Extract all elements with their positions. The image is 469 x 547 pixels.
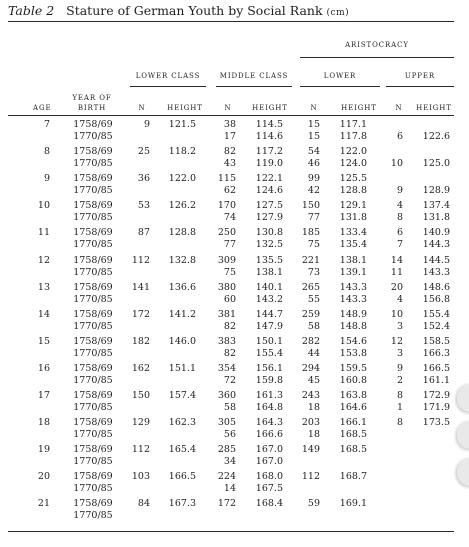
mc-h-cell: 161.3 xyxy=(255,390,283,401)
year-of-birth-cell: 1758/69 xyxy=(73,309,113,320)
mc-n-cell: 72 xyxy=(223,375,236,386)
top-rule xyxy=(8,21,454,22)
la-n-cell: 77 xyxy=(307,212,320,223)
age-cell: 12 xyxy=(37,255,50,266)
ua-n-cell: 1 xyxy=(396,402,403,413)
la-h-cell: 143.3 xyxy=(339,294,367,305)
ua-n-cell: 6 xyxy=(396,131,403,142)
ua-h-cell: 173.5 xyxy=(422,417,450,428)
mc-h-cell: 166.6 xyxy=(255,429,283,440)
mc-h-cell: 167.5 xyxy=(255,483,283,494)
la-h-cell: 139.1 xyxy=(339,267,367,278)
la-h-cell: 168.5 xyxy=(339,444,367,455)
age-cell: 13 xyxy=(37,282,50,293)
mc-h-cell: 135.5 xyxy=(255,255,283,266)
age-cell: 19 xyxy=(37,444,50,455)
ua-n-cell: 9 xyxy=(396,363,403,374)
lc-h-cell: 165.4 xyxy=(168,444,196,455)
lc-h-cell: 167.3 xyxy=(168,498,196,509)
mc-h-cell: 168.0 xyxy=(255,471,283,482)
la-h-cell: 166.1 xyxy=(339,417,367,428)
lc-h-cell: 122.0 xyxy=(168,173,196,184)
lc-n-cell: 25 xyxy=(137,146,150,157)
lc-n-cell: 84 xyxy=(137,498,150,509)
lc-h-cell: 141.2 xyxy=(168,309,196,320)
aristocracy-rule xyxy=(300,57,454,58)
lc-h-cell: 146.0 xyxy=(168,336,196,347)
mc-h-cell: 164.3 xyxy=(255,417,283,428)
la-h-cell: 133.4 xyxy=(339,227,367,238)
ua-n-cell: 14 xyxy=(390,255,403,266)
ua-n-header: N xyxy=(395,104,403,112)
la-n-cell: 112 xyxy=(301,471,320,482)
mc-h-cell: 167.0 xyxy=(255,444,283,455)
lc-n-cell: 112 xyxy=(131,444,150,455)
lower-class-rule xyxy=(130,86,206,87)
year-of-birth-cell: 1758/69 xyxy=(73,255,113,266)
year-of-birth-cell: 1770/85 xyxy=(73,321,113,332)
year-of-birth-cell: 1758/69 xyxy=(73,146,113,157)
la-n-cell: 185 xyxy=(301,227,320,238)
year-of-birth-cell: 1758/69 xyxy=(73,227,113,238)
lc-h-cell: 118.2 xyxy=(168,146,196,157)
table-caption xyxy=(8,3,349,18)
mc-height-header: HEIGHT xyxy=(252,104,288,112)
age-cell: 16 xyxy=(37,363,50,374)
la-n-cell: 149 xyxy=(301,444,320,455)
la-h-cell: 148.8 xyxy=(339,321,367,332)
mc-h-cell: 114.6 xyxy=(255,131,283,142)
la-n-cell: 282 xyxy=(301,336,320,347)
ua-h-cell: 122.6 xyxy=(422,131,450,142)
la-n-cell: 58 xyxy=(307,321,320,332)
la-h-cell: 164.6 xyxy=(339,402,367,413)
la-n-cell: 203 xyxy=(301,417,320,428)
ua-n-cell: 9 xyxy=(396,185,403,196)
mc-h-cell: 138.1 xyxy=(255,267,283,278)
mc-h-cell: 147.9 xyxy=(255,321,283,332)
lc-h-cell: 121.5 xyxy=(168,119,196,130)
la-h-cell: 160.8 xyxy=(339,375,367,386)
year-of-birth-cell: 1770/85 xyxy=(73,375,113,386)
ua-n-cell: 6 xyxy=(396,227,403,238)
year-of-birth-cell: 1770/85 xyxy=(73,212,113,223)
ua-h-cell: 158.5 xyxy=(422,336,450,347)
middle-class-header: MIDDLE CLASS xyxy=(219,72,289,80)
ua-h-cell: 131.8 xyxy=(422,212,450,223)
mc-n-cell: 383 xyxy=(217,336,236,347)
ua-h-cell: 161.1 xyxy=(422,375,450,386)
lc-n-cell: 129 xyxy=(131,417,150,428)
lc-n-cell: 36 xyxy=(137,173,150,184)
lc-n-cell: 9 xyxy=(143,119,150,130)
mc-h-cell: 159.8 xyxy=(255,375,283,386)
ua-n-cell: 8 xyxy=(396,212,403,223)
ua-h-cell: 143.3 xyxy=(422,267,450,278)
la-n-header: N xyxy=(310,104,318,112)
ua-h-cell: 171.9 xyxy=(422,402,450,413)
age-header: AGE xyxy=(33,104,52,112)
age-cell: 10 xyxy=(37,200,50,211)
year-of-birth-cell: 1770/85 xyxy=(73,456,113,467)
mc-n-cell: 381 xyxy=(217,309,236,320)
ua-n-cell: 4 xyxy=(396,200,403,211)
ua-h-cell: 144.5 xyxy=(422,255,450,266)
mc-h-cell: 164.8 xyxy=(255,402,283,413)
la-n-cell: 42 xyxy=(307,185,320,196)
lc-h-cell: 136.6 xyxy=(168,282,196,293)
mc-h-cell: 119.0 xyxy=(255,158,283,169)
la-h-cell: 153.8 xyxy=(339,348,367,359)
mc-h-cell: 155.4 xyxy=(255,348,283,359)
year-of-birth-cell: 1770/85 xyxy=(73,239,113,250)
mc-n-cell: 82 xyxy=(223,321,236,332)
mc-n-cell: 62 xyxy=(223,185,236,196)
ua-h-cell: 128.9 xyxy=(422,185,450,196)
year-of-birth-header-line1: YEAR OF xyxy=(72,94,112,102)
age-cell: 11 xyxy=(37,227,50,238)
mc-n-cell: 34 xyxy=(223,456,236,467)
ua-h-cell: 148.6 xyxy=(422,282,450,293)
la-h-cell: 117.1 xyxy=(339,119,367,130)
year-of-birth-cell: 1770/85 xyxy=(73,348,113,359)
year-of-birth-cell: 1770/85 xyxy=(73,131,113,142)
la-n-cell: 150 xyxy=(301,200,320,211)
mc-h-cell: 156.1 xyxy=(255,363,283,374)
la-n-cell: 18 xyxy=(307,429,320,440)
mc-n-cell: 38 xyxy=(223,119,236,130)
ua-h-cell: 144.3 xyxy=(422,239,450,250)
mc-n-cell: 58 xyxy=(223,402,236,413)
lc-height-header: HEIGHT xyxy=(167,104,203,112)
lc-h-cell: 126.2 xyxy=(168,200,196,211)
ua-h-cell: 152.4 xyxy=(422,321,450,332)
la-h-cell: 125.5 xyxy=(339,173,367,184)
mc-n-cell: 82 xyxy=(223,146,236,157)
table-title: Stature of German Youth by Social Rank xyxy=(66,3,323,18)
ua-h-cell: 155.4 xyxy=(422,309,450,320)
la-h-cell: 163.8 xyxy=(339,390,367,401)
lc-n-cell: 103 xyxy=(131,471,150,482)
age-cell: 8 xyxy=(43,146,50,157)
mc-n-cell: 77 xyxy=(223,239,236,250)
mc-h-cell: 144.7 xyxy=(255,309,283,320)
la-n-cell: 265 xyxy=(301,282,320,293)
year-of-birth-cell: 1770/85 xyxy=(73,510,113,521)
year-of-birth-cell: 1758/69 xyxy=(73,390,113,401)
mc-n-cell: 74 xyxy=(223,212,236,223)
upper-aristocracy-header: UPPER xyxy=(404,72,436,80)
la-h-cell: 129.1 xyxy=(339,200,367,211)
year-of-birth-cell: 1770/85 xyxy=(73,294,113,305)
ua-n-cell: 3 xyxy=(396,348,403,359)
lc-n-cell: 182 xyxy=(131,336,150,347)
ua-n-cell: 12 xyxy=(390,336,403,347)
lower-class-header: LOWER CLASS xyxy=(135,72,201,80)
age-cell: 9 xyxy=(43,173,50,184)
upper-aristocracy-rule xyxy=(386,86,454,87)
la-n-cell: 55 xyxy=(307,294,320,305)
ua-h-cell: 140.9 xyxy=(422,227,450,238)
age-cell: 18 xyxy=(37,417,50,428)
year-of-birth-cell: 1770/85 xyxy=(73,402,113,413)
mc-h-cell: 117.2 xyxy=(255,146,283,157)
la-h-cell: 131.8 xyxy=(339,212,367,223)
age-cell: 14 xyxy=(37,309,50,320)
mc-n-cell: 82 xyxy=(223,348,236,359)
year-of-birth-cell: 1770/85 xyxy=(73,158,113,169)
lc-n-header: N xyxy=(138,104,146,112)
header-bottom-rule xyxy=(8,115,454,116)
mc-h-cell: 124.6 xyxy=(255,185,283,196)
la-h-cell: 159.5 xyxy=(339,363,367,374)
year-of-birth-cell: 1758/69 xyxy=(73,498,113,509)
mc-n-cell: 250 xyxy=(217,227,236,238)
ua-n-cell: 2 xyxy=(396,375,403,386)
la-n-cell: 221 xyxy=(301,255,320,266)
mc-h-cell: 130.8 xyxy=(255,227,283,238)
ua-h-cell: 172.9 xyxy=(422,390,450,401)
table-unit: (cm) xyxy=(326,8,350,18)
la-h-cell: 168.5 xyxy=(339,429,367,440)
mc-n-cell: 115 xyxy=(217,173,236,184)
year-of-birth-cell: 1758/69 xyxy=(73,444,113,455)
age-cell: 20 xyxy=(37,471,50,482)
bottom-rule xyxy=(8,531,454,532)
lc-n-cell: 53 xyxy=(137,200,150,211)
la-height-header: HEIGHT xyxy=(341,104,377,112)
lc-n-cell: 162 xyxy=(131,363,150,374)
la-n-cell: 54 xyxy=(307,146,320,157)
mc-n-cell: 14 xyxy=(223,483,236,494)
la-h-cell: 138.1 xyxy=(339,255,367,266)
ua-n-cell: 8 xyxy=(396,417,403,428)
la-n-cell: 59 xyxy=(307,498,320,509)
year-of-birth-cell: 1758/69 xyxy=(73,119,113,130)
mc-n-cell: 43 xyxy=(223,158,236,169)
mc-h-cell: 127.9 xyxy=(255,212,283,223)
la-n-cell: 44 xyxy=(307,348,320,359)
la-h-cell: 124.0 xyxy=(339,158,367,169)
la-h-cell: 135.4 xyxy=(339,239,367,250)
ua-n-cell: 11 xyxy=(390,267,403,278)
la-n-cell: 294 xyxy=(301,363,320,374)
la-n-cell: 99 xyxy=(307,173,320,184)
year-of-birth-cell: 1770/85 xyxy=(73,429,113,440)
lc-h-cell: 132.8 xyxy=(168,255,196,266)
year-of-birth-cell: 1758/69 xyxy=(73,417,113,428)
mc-n-cell: 380 xyxy=(217,282,236,293)
year-of-birth-cell: 1770/85 xyxy=(73,185,113,196)
ua-n-cell: 7 xyxy=(396,239,403,250)
la-n-cell: 15 xyxy=(307,119,320,130)
mc-n-cell: 60 xyxy=(223,294,236,305)
lc-n-cell: 141 xyxy=(131,282,150,293)
mc-h-cell: 150.1 xyxy=(255,336,283,347)
la-h-cell: 128.8 xyxy=(339,185,367,196)
age-cell: 21 xyxy=(37,498,50,509)
mc-n-cell: 170 xyxy=(217,200,236,211)
year-of-birth-cell: 1758/69 xyxy=(73,363,113,374)
lc-n-cell: 150 xyxy=(131,390,150,401)
la-h-cell: 169.1 xyxy=(339,498,367,509)
ua-h-cell: 166.5 xyxy=(422,363,450,374)
la-n-cell: 73 xyxy=(307,267,320,278)
la-h-cell: 148.9 xyxy=(339,309,367,320)
mc-n-cell: 75 xyxy=(223,267,236,278)
mc-n-cell: 309 xyxy=(217,255,236,266)
la-h-cell: 117.8 xyxy=(339,131,367,142)
age-cell: 15 xyxy=(37,336,50,347)
year-of-birth-cell: 1770/85 xyxy=(73,483,113,494)
la-n-cell: 18 xyxy=(307,402,320,413)
year-of-birth-cell: 1770/85 xyxy=(73,267,113,278)
mc-n-cell: 17 xyxy=(223,131,236,142)
year-of-birth-cell: 1758/69 xyxy=(73,471,113,482)
la-h-cell: 143.3 xyxy=(339,282,367,293)
middle-class-rule xyxy=(216,86,292,87)
mc-h-cell: 132.5 xyxy=(255,239,283,250)
mc-n-cell: 285 xyxy=(217,444,236,455)
lower-aristocracy-rule xyxy=(300,86,380,87)
ua-n-cell: 8 xyxy=(396,390,403,401)
ua-h-cell: 137.4 xyxy=(422,200,450,211)
la-n-cell: 15 xyxy=(307,131,320,142)
mc-h-cell: 127.5 xyxy=(255,200,283,211)
la-n-cell: 45 xyxy=(307,375,320,386)
mc-n-cell: 354 xyxy=(217,363,236,374)
ua-n-cell: 4 xyxy=(396,294,403,305)
ua-h-cell: 156.8 xyxy=(422,294,450,305)
la-n-cell: 259 xyxy=(301,309,320,320)
lc-n-cell: 87 xyxy=(137,227,150,238)
lc-h-cell: 128.8 xyxy=(168,227,196,238)
year-of-birth-header-line2: BIRTH xyxy=(77,104,107,112)
year-of-birth-cell: 1758/69 xyxy=(73,282,113,293)
ua-height-header: HEIGHT xyxy=(416,104,452,112)
mc-h-cell: 143.2 xyxy=(255,294,283,305)
mc-h-cell: 168.4 xyxy=(255,498,283,509)
mc-h-cell: 167.0 xyxy=(255,456,283,467)
mc-n-cell: 305 xyxy=(217,417,236,428)
year-of-birth-cell: 1758/69 xyxy=(73,173,113,184)
ua-n-cell: 3 xyxy=(396,321,403,332)
aristocracy-header: ARISTOCRACY xyxy=(345,41,409,49)
la-h-cell: 168.7 xyxy=(339,471,367,482)
la-n-cell: 75 xyxy=(307,239,320,250)
lc-h-cell: 162.3 xyxy=(168,417,196,428)
la-n-cell: 243 xyxy=(301,390,320,401)
year-of-birth-cell: 1758/69 xyxy=(73,200,113,211)
la-n-cell: 46 xyxy=(307,158,320,169)
lower-aristocracy-header: LOWER xyxy=(323,72,357,80)
ua-h-cell: 166.3 xyxy=(422,348,450,359)
ua-n-cell: 10 xyxy=(390,309,403,320)
mc-h-cell: 114.5 xyxy=(255,119,283,130)
mc-h-cell: 122.1 xyxy=(255,173,283,184)
mc-h-cell: 140.1 xyxy=(255,282,283,293)
la-h-cell: 122.0 xyxy=(339,146,367,157)
mc-n-header: N xyxy=(224,104,232,112)
mc-n-cell: 56 xyxy=(223,429,236,440)
ua-h-cell: 125.0 xyxy=(422,158,450,169)
la-h-cell: 154.6 xyxy=(339,336,367,347)
ua-n-cell: 20 xyxy=(390,282,403,293)
age-cell: 7 xyxy=(43,119,50,130)
year-of-birth-cell: 1758/69 xyxy=(73,336,113,347)
lc-h-cell: 157.4 xyxy=(168,390,196,401)
age-cell: 17 xyxy=(37,390,50,401)
lc-h-cell: 166.5 xyxy=(168,471,196,482)
mc-n-cell: 172 xyxy=(217,498,236,509)
lc-n-cell: 172 xyxy=(131,309,150,320)
table-number: Table 2 xyxy=(8,3,55,18)
ua-n-cell: 10 xyxy=(390,158,403,169)
lc-n-cell: 112 xyxy=(131,255,150,266)
lc-h-cell: 151.1 xyxy=(168,363,196,374)
mc-n-cell: 224 xyxy=(217,471,236,482)
mc-n-cell: 360 xyxy=(217,390,236,401)
